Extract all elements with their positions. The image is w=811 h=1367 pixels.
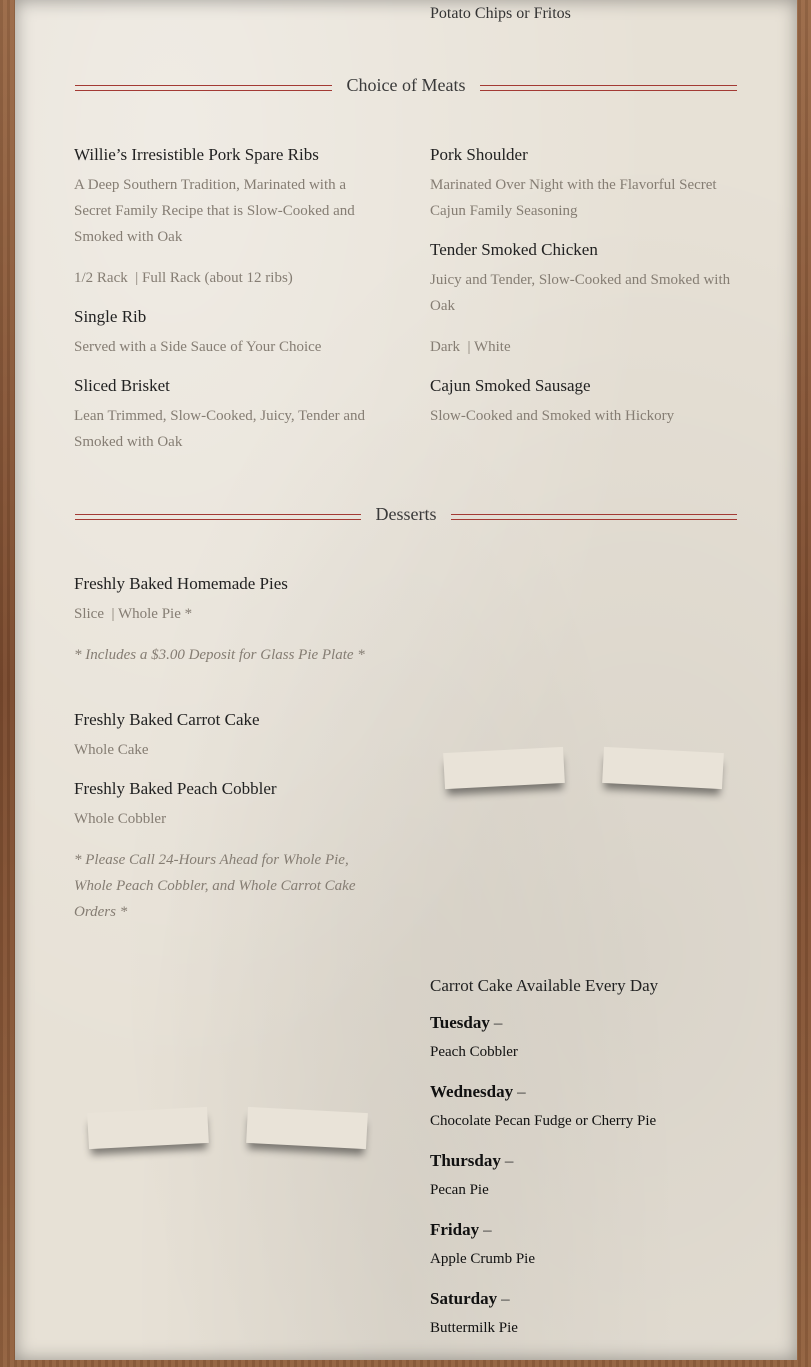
menu-item-desc: A Deep Southern Tradition, Marinated with a Secret Family Recipe that is Slow-Cooked and Smoked with Oak xyxy=(74,177,355,245)
day-dash: – xyxy=(483,1220,492,1239)
schedule-day xyxy=(430,1220,492,1240)
side-item-chips: Potato Chips or Fritos xyxy=(430,5,571,22)
day-dash: – xyxy=(493,1013,503,1032)
day-dash: – xyxy=(517,1082,526,1101)
menu-item-options: 1/2 Rack | Full Rack (about 12 ribs) xyxy=(74,270,293,286)
schedule-day xyxy=(430,1082,526,1102)
section-title-desserts: Desserts xyxy=(375,504,437,524)
day-item: Buttermilk Pie xyxy=(430,1320,518,1336)
photo-tape xyxy=(602,747,724,789)
schedule-heading: Carrot Cake Available Every Day xyxy=(430,976,659,995)
menu-item-desc: Juicy and Tender, Slow-Cooked and Smoked with Oak xyxy=(430,272,731,314)
photo-tape xyxy=(443,747,565,789)
day-name: Friday xyxy=(430,1220,480,1239)
menu-item-options: Slice | Whole Pie * xyxy=(74,606,193,622)
day-name: Thursday xyxy=(430,1151,501,1170)
menu-item-desc: Slow-Cooked and Smoked with Hickory xyxy=(430,408,675,424)
menu-item-title: Sliced Brisket xyxy=(74,376,170,395)
day-item: Peach Cobbler xyxy=(430,1044,518,1060)
schedule-day xyxy=(430,1289,510,1309)
menu-item-title: Freshly Baked Homemade Pies xyxy=(74,574,288,593)
menu-item-title: Cajun Smoked Sausage xyxy=(430,376,591,395)
day-item: Chocolate Pecan Fudge or Cherry Pie xyxy=(430,1113,657,1129)
menu-item-title: Freshly Baked Carrot Cake xyxy=(74,710,260,729)
menu-item-options: Dark | White xyxy=(430,339,511,355)
photo-tape xyxy=(246,1107,368,1149)
menu-item-title: Freshly Baked Peach Cobbler xyxy=(74,779,277,798)
menu-item-desc: Lean Trimmed, Slow-Cooked, Juicy, Tender and Smoked with Oak xyxy=(74,408,365,450)
section-heading-meats xyxy=(75,75,737,99)
day-name: Wednesday xyxy=(430,1082,514,1101)
photo-tape xyxy=(87,1107,209,1149)
day-dash: – xyxy=(501,1289,510,1308)
menu-item-desc: Marinated Over Night with the Flavorful Secret Cajun Family Seasoning xyxy=(430,177,717,219)
day-item: Pecan Pie xyxy=(430,1182,489,1198)
menu-item-title: Single Rib xyxy=(74,307,147,326)
schedule-day xyxy=(430,1151,513,1171)
menu-item-note: * Please Call 24-Hours Ahead for Whole Pie, Whole Peach Cobbler, and Whole Carrot Cake Orders * xyxy=(74,852,356,920)
menu-item-options: Whole Cobbler xyxy=(74,811,167,827)
day-name: Saturday xyxy=(430,1289,498,1308)
day-dash: – xyxy=(504,1151,514,1170)
day-name: Tuesday xyxy=(430,1013,490,1032)
day-item: Apple Crumb Pie xyxy=(430,1251,535,1267)
menu-item-desc: Served with a Side Sauce of Your Choice xyxy=(74,339,322,355)
menu-item-title: Tender Smoked Chicken xyxy=(430,240,598,259)
section-heading-desserts xyxy=(75,504,737,528)
menu-item-options: Whole Cake xyxy=(74,742,149,758)
schedule-day xyxy=(430,1013,502,1033)
menu-item-title: Willie’s Irresistible Pork Spare Ribs xyxy=(74,145,319,164)
menu-item-note: * Includes a $3.00 Deposit for Glass Pie Plate * xyxy=(74,647,365,663)
section-title-meats: Choice of Meats xyxy=(346,75,466,95)
menu-item-title: Pork Shoulder xyxy=(430,145,528,164)
